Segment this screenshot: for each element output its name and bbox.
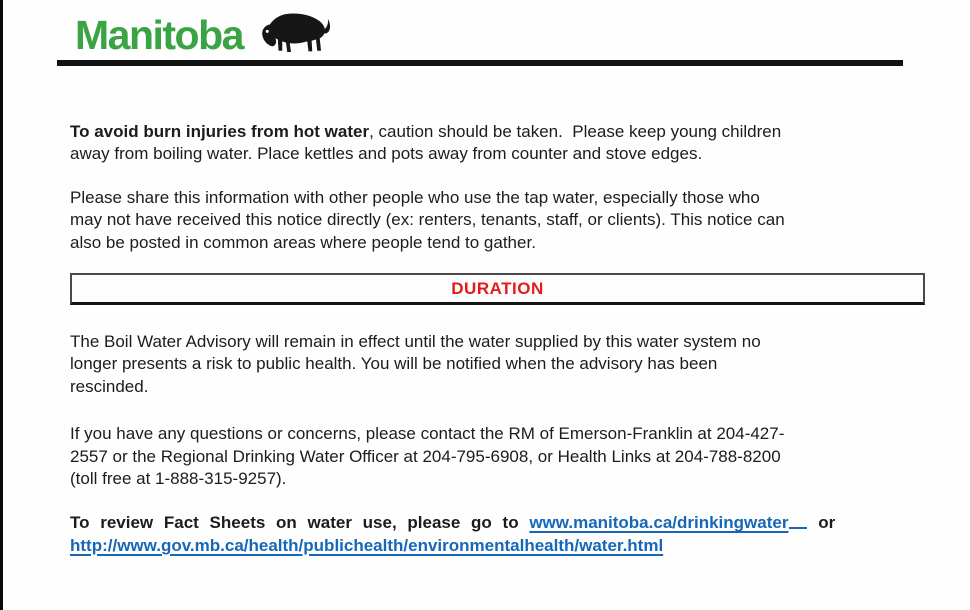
bison-icon xyxy=(253,12,339,67)
header-divider xyxy=(57,60,903,66)
text-line xyxy=(70,512,925,534)
text-line: also be posted in common areas where people tend to gather. xyxy=(70,232,536,252)
manitoba-logo xyxy=(75,12,339,67)
text-line: If you have any questions or concerns, please contact the RM of Emerson-Franklin at 204-427- xyxy=(70,424,785,444)
paragraph-fact-sheets xyxy=(70,512,925,557)
duration-section-box xyxy=(70,273,925,305)
burn-warning-text: , caution should be taken. Please keep young children xyxy=(369,122,782,141)
text-line xyxy=(70,121,925,143)
duration-heading: DURATION xyxy=(451,278,544,298)
paragraph-share-info xyxy=(70,187,925,254)
text-line: (toll free at 1-888-315-9257). xyxy=(70,469,287,489)
fact-sheets-intro-text: To review Fact Sheets on water use, please go to xyxy=(70,513,519,533)
paragraph-burn-warning xyxy=(70,121,925,166)
link-drinkingwater[interactable]: www.manitoba.ca/drinkingwater xyxy=(529,513,789,533)
text-line xyxy=(70,535,925,557)
text-line: away from boiling water. Place kettles and pots away from counter and stove edges. xyxy=(70,144,703,164)
link-trailing-underline xyxy=(789,527,807,529)
text-line: The Boil Water Advisory will remain in effect until the water supplied by this water system no xyxy=(70,332,761,352)
text-line: Please share this information with other people who use the tap water, especially those who xyxy=(70,187,760,207)
text-line: 2557 or the Regional Drinking Water Officer at 204-795-6908, or Health Links at 204-788-8200 xyxy=(70,446,781,466)
conjunction-text: or xyxy=(818,513,836,533)
burn-warning-bold-text: To avoid burn injuries from hot water xyxy=(70,122,370,141)
link-water-html[interactable]: http://www.gov.mb.ca/health/publichealth/environmentalhealth/water.html xyxy=(70,535,664,555)
paragraph-advisory-duration xyxy=(70,331,925,398)
page-left-border xyxy=(0,0,3,610)
manitoba-wordmark: Manitoba xyxy=(75,12,243,58)
text-line: longer presents a risk to public health. You will be notified when the advisory has been xyxy=(70,354,718,374)
paragraph-contact-info xyxy=(70,423,925,490)
text-line: may not have received this notice directly (ex: renters, tenants, staff, or clients). This notice can xyxy=(70,210,785,230)
notice-body xyxy=(70,121,925,557)
text-line: rescinded. xyxy=(70,376,149,396)
